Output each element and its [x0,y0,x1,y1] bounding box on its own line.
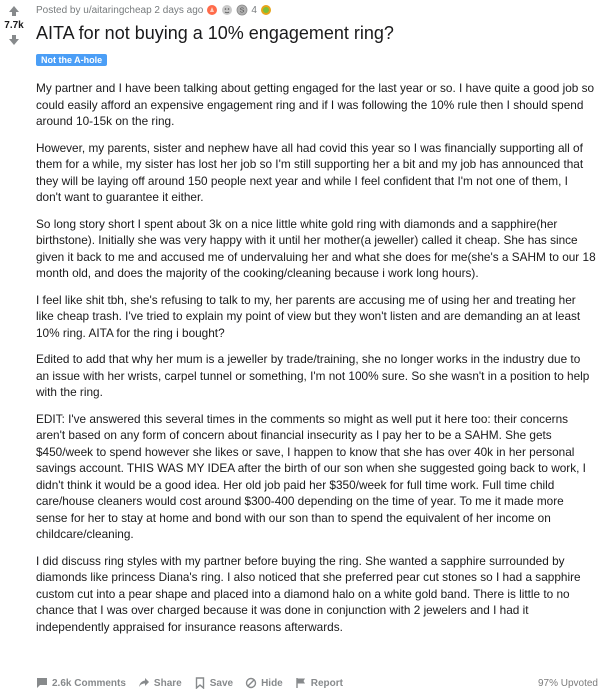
post-content [36,0,596,645]
comments-button[interactable] [36,677,126,689]
award-rocket-icon[interactable] [206,4,218,16]
report-label: Report [310,677,343,689]
share-button[interactable] [138,677,182,689]
body-paragraph: I did discuss ring styles with my partner before buying the ring. She wanted a sapphire surrounded by diamonds like princess Diana's ring. I also noticed that she preferred pear cut stones so I had a sapphire custom cut into a pear shape and placed into a diamond halo on a white gold band. There is little to no chance that I was over charged because it was done in conjunction with 2 jewelers and I had it independently appraised for insurance reasons afterwards. [36,553,581,634]
award-gold-icon[interactable] [260,4,272,16]
body-paragraph: EDIT: I've answered this several times in the comments so might as well put it here too: their concerns aren't based on any form of concern about financial insecurity as I pay her to be a SAHM. She gets $450/week to spend however she likes or save, I happen to know that she has over 40k in her personal savings account. THIS WAS MY IDEA after the birth of our son when she suggested going back to work, I didn't think it would be a good idea. Her old job paid her $350/week for full time work. Full time child care/house cleaners would cost around $300-400 depending on the time of year. To me it made more sense for her to stay at home and bond with our son than to spend the equivalent of her income on childcare/cleaning. [36,411,586,541]
post-flair[interactable]: Not the A-hole [36,54,107,66]
body-paragraph: However, my parents, sister and nephew have all had covid this year so I was financially supporting all of them for a while, my sister has lost her job so I'm still supporting her a bit and my job has announced that they will be laying off around 150 people next year and while I feel confident that I'm not one of them, I don't want to guarantee it either. [36,140,584,204]
award-face-icon[interactable] [221,4,233,16]
report-icon [295,677,307,689]
award-count: 4 [251,4,257,16]
report-button[interactable] [295,677,343,689]
downvote-arrow-icon[interactable] [6,33,22,47]
svg-text:S: S [240,7,245,15]
upvote-arrow-icon[interactable] [6,4,22,18]
comment-icon [36,677,48,689]
award-silver-icon[interactable] [236,4,248,16]
hide-icon [245,677,257,689]
save-icon [194,677,206,689]
post-body [36,80,596,635]
save-button[interactable] [194,677,233,689]
vote-column [0,0,28,47]
body-paragraph: So long story short I spent about 3k on a nice little white gold ring with diamonds and a sapphire(her birthstone). Initially she was very happy with it until her mother(a jeweller) called it cheap. She has since given it back to me and accused me of undervaluing her and what she does for me(she's a SAHM to our 18 month old, and does the majority of the cooking/cleaning because i work long hours). [36,216,596,280]
hide-label: Hide [261,677,283,689]
hide-button[interactable] [245,677,283,689]
share-label: Share [153,677,182,689]
body-paragraph: Edited to add that why her mum is a jeweller by trade/training, she no longer works in the industry due to an issue with her wrists, carpel tunnel or something, I'm not 100% sure. So she wasn't in a position to help with the ring. [36,352,590,399]
body-paragraph: I feel like shit tbh, she's refusing to talk to my, her parents are accusing me of using her and treating her like cheap trash. I've tried to explain my point of view but they won't listen and are demanding an at least 10% ring. AITA for the ring i bought? [36,292,581,340]
posted-by[interactable]: Posted by u/aitaringcheap 2 days ago [36,4,204,16]
upvote-ratio: 97% Upvoted [537,677,598,689]
body-paragraph: My partner and I have been talking about getting engaged for the last year or so. I have quite a good job so could easily afford an expensive engagement ring and if I was following the 10% rule then I should spend around 10-15k on the ring. [36,81,595,128]
post-title[interactable]: AITA for not buying a 10% engagement ring? [36,23,394,43]
post-meta [36,2,596,18]
comments-label: 2.6k Comments [52,677,126,689]
post-footer [36,674,598,692]
share-icon [138,677,150,689]
vote-count: 7.7k [4,20,24,31]
save-label: Save [209,677,234,689]
